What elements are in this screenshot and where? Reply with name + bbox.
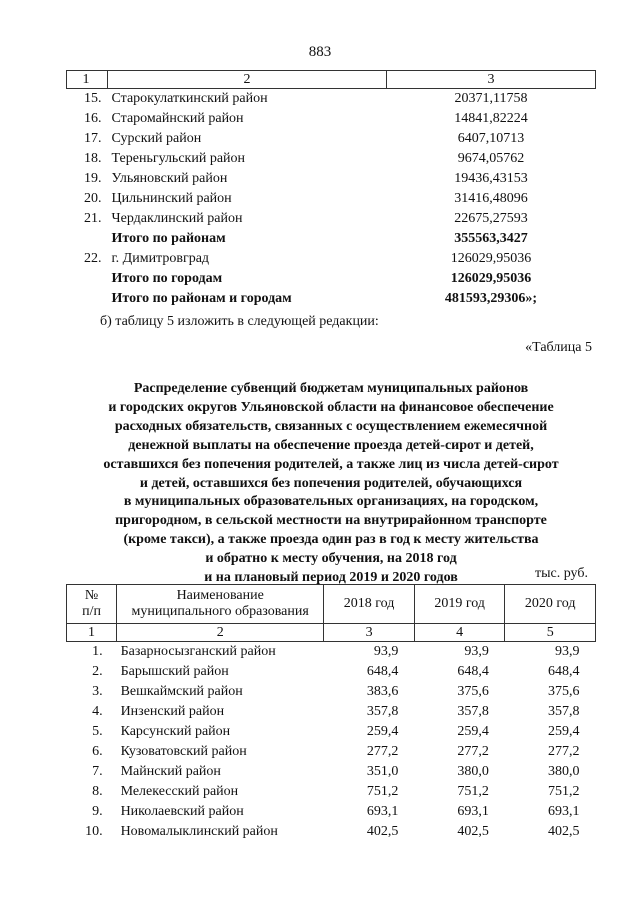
header-num-line1: №	[84, 588, 99, 603]
value-2019: 93,9	[464, 644, 489, 659]
table-header-row	[67, 71, 596, 89]
row-number: 21.	[84, 211, 102, 226]
col-number: 2	[117, 624, 324, 642]
col-number: 1	[67, 624, 117, 642]
district-name: Карсунский район	[120, 724, 231, 739]
subvention-table	[66, 584, 596, 842]
title-line: расходных обязательств, связанных с осуществлением ежемесячной	[114, 418, 548, 434]
row-number: 2.	[92, 664, 103, 679]
table-row	[67, 642, 596, 663]
unit-label: тыс. руб.	[535, 566, 588, 581]
title-line: в муниципальных образовательных организациях, на городском,	[123, 494, 539, 510]
table-row	[67, 742, 596, 762]
district-name: Чердаклинский район	[111, 211, 243, 226]
row-number: 8.	[92, 784, 103, 799]
header-num-line2: п/п	[82, 604, 101, 619]
header-num	[67, 585, 117, 624]
district-name: Барышский район	[120, 664, 229, 679]
table-row	[67, 169, 596, 189]
value-2019: 277,2	[457, 744, 489, 759]
value-2018: 693,1	[366, 804, 399, 819]
table-reference: «Таблица 5	[525, 340, 592, 355]
table-row	[67, 802, 596, 822]
district-name: Вешкаймский район	[120, 684, 243, 699]
value-2019: 693,1	[457, 804, 489, 819]
value-2020: 751,2	[548, 784, 580, 799]
header-col-3: 3	[387, 71, 596, 89]
value-2020: 93,9	[555, 644, 580, 659]
district-name: Майнский район	[120, 764, 221, 779]
row-number: 9.	[92, 804, 103, 819]
row-number: 5.	[92, 724, 103, 739]
header-name	[117, 585, 324, 624]
value-2018: 351,0	[366, 764, 399, 779]
district-name: Сурский район	[111, 131, 202, 146]
row-number: 19.	[84, 171, 102, 186]
value-2019: 375,6	[457, 684, 489, 699]
title-line: оставшихся без попечения родителей, а также лиц из числа детей-сирот	[103, 456, 559, 472]
page-number: 883	[308, 44, 332, 60]
row-number: 15.	[84, 91, 102, 106]
district-name: Кузоватовский район	[120, 744, 247, 759]
value-2019: 380,0	[457, 764, 489, 779]
header-name-line1: Наименование	[176, 588, 264, 603]
table-row	[67, 109, 596, 129]
header-2020: 2020 год	[505, 585, 596, 624]
district-name: Цильнинский район	[111, 191, 232, 206]
city-name: г. Димитровград	[111, 251, 210, 266]
total-cities-row	[67, 269, 596, 289]
empty-cell	[67, 229, 108, 249]
amount: 6407,10713	[457, 131, 525, 146]
value-2018: 93,9	[373, 644, 399, 659]
title-line: денежной выплаты на обеспечение проезда детей-сирот и детей,	[128, 437, 534, 453]
total-districts-row	[67, 229, 596, 249]
title-line: Распределение субвенций бюджетам муниципальных районов	[133, 381, 529, 396]
value-2020: 277,2	[548, 744, 580, 759]
table-row	[67, 129, 596, 149]
value-2020: 259,4	[548, 724, 580, 739]
table-row	[67, 209, 596, 229]
col-number: 3	[324, 624, 415, 642]
value-2020: 380,0	[548, 764, 580, 779]
row-number: 3.	[92, 684, 103, 699]
value-2018: 277,2	[366, 744, 399, 759]
row-number: 17.	[84, 131, 102, 146]
amount: 14841,82224	[454, 111, 528, 126]
district-name: Старомайнский район	[111, 111, 244, 126]
value-2019: 357,8	[457, 704, 489, 719]
amount: 9674,05762	[457, 151, 525, 166]
value-2019: 751,2	[457, 784, 489, 799]
table-row	[67, 249, 596, 269]
table-row	[67, 762, 596, 782]
intro-text: б) таблицу 5 изложить в следующей редакции:	[100, 314, 379, 329]
empty-cell	[67, 269, 108, 289]
value-2018: 402,5	[366, 824, 399, 839]
value-2020: 648,4	[548, 664, 580, 679]
district-name: Николаевский район	[120, 804, 244, 819]
column-number-row	[67, 624, 596, 642]
row-number: 16.	[84, 111, 102, 126]
value-2020: 693,1	[548, 804, 580, 819]
table-row	[67, 149, 596, 169]
table-row	[67, 782, 596, 802]
row-number: 1.	[92, 644, 103, 659]
table-row	[67, 702, 596, 722]
total-all-row	[67, 289, 596, 309]
total-label: Итого по районам и городам	[111, 291, 292, 306]
district-name: Мелекесский район	[120, 784, 239, 799]
row-number: 20.	[84, 191, 102, 206]
value-2019: 648,4	[457, 664, 489, 679]
amount: 19436,43153	[454, 171, 528, 186]
value-2020: 357,8	[548, 704, 580, 719]
value-2019: 259,4	[457, 724, 489, 739]
header-col-1: 1	[67, 71, 108, 89]
value-2019: 402,5	[457, 824, 489, 839]
amount: 22675,27593	[454, 211, 528, 226]
table-row	[67, 822, 596, 842]
row-number: 18.	[84, 151, 102, 166]
title-line: и обратно к месту обучения, на 2018 год	[205, 551, 457, 567]
table-row	[67, 89, 596, 110]
empty-cell	[67, 289, 108, 309]
district-name: Базарносызганский район	[120, 644, 276, 659]
total-label: Итого по городам	[111, 271, 223, 286]
value-2018: 357,8	[366, 704, 399, 719]
row-number: 4.	[92, 704, 103, 719]
table-row	[67, 662, 596, 682]
value-2018: 751,2	[366, 784, 399, 799]
value-2018: 259,4	[366, 724, 399, 739]
header-name-line2: муниципального образования	[131, 604, 309, 619]
row-number: 10.	[85, 824, 103, 839]
table-title	[66, 380, 596, 588]
row-number: 22.	[84, 251, 102, 266]
row-number: 6.	[92, 744, 103, 759]
title-line: и детей, оставшихся без попечения родителей, обучающихся	[139, 475, 523, 491]
amount: 126029,95036	[450, 251, 532, 266]
total-value: 126029,95036	[450, 271, 532, 286]
header-2018: 2018 год	[324, 585, 415, 624]
value-2020: 375,6	[548, 684, 580, 699]
table-row	[67, 722, 596, 742]
district-name: Ульяновский район	[111, 171, 228, 186]
table-row	[67, 189, 596, 209]
header-2019: 2019 год	[414, 585, 505, 624]
amount: 20371,11758	[454, 91, 528, 106]
total-label: Итого по районам	[111, 231, 226, 246]
title-line: (кроме такси), а также проезда один раз в год к месту жительства	[123, 532, 539, 548]
title-line: и городских округов Ульяновской области на финансовое обеспечение	[108, 399, 554, 415]
allocation-table-continued	[66, 70, 596, 309]
district-name: Тереньгульский район	[111, 151, 246, 166]
title-line: и на плановый период 2019 и 2020 годов	[204, 570, 458, 586]
title-line: пригородном, в сельской местности на внутрирайонном транспорте	[115, 513, 547, 529]
col-number: 4	[414, 624, 505, 642]
header-col-2: 2	[108, 71, 387, 89]
district-name: Старокулаткинский район	[111, 91, 268, 106]
amount: 31416,48096	[454, 191, 528, 206]
col-number: 5	[505, 624, 596, 642]
value-2020: 402,5	[548, 824, 580, 839]
total-value: 355563,3427	[454, 231, 528, 246]
value-2018: 383,6	[366, 684, 399, 699]
row-number: 7.	[92, 764, 103, 779]
table-header-row	[67, 585, 596, 624]
district-name: Инзенский район	[120, 704, 225, 719]
district-name: Новомалыклинский район	[120, 824, 278, 839]
table-row	[67, 682, 596, 702]
total-value: 481593,29306»;	[444, 291, 538, 306]
value-2018: 648,4	[366, 664, 399, 679]
